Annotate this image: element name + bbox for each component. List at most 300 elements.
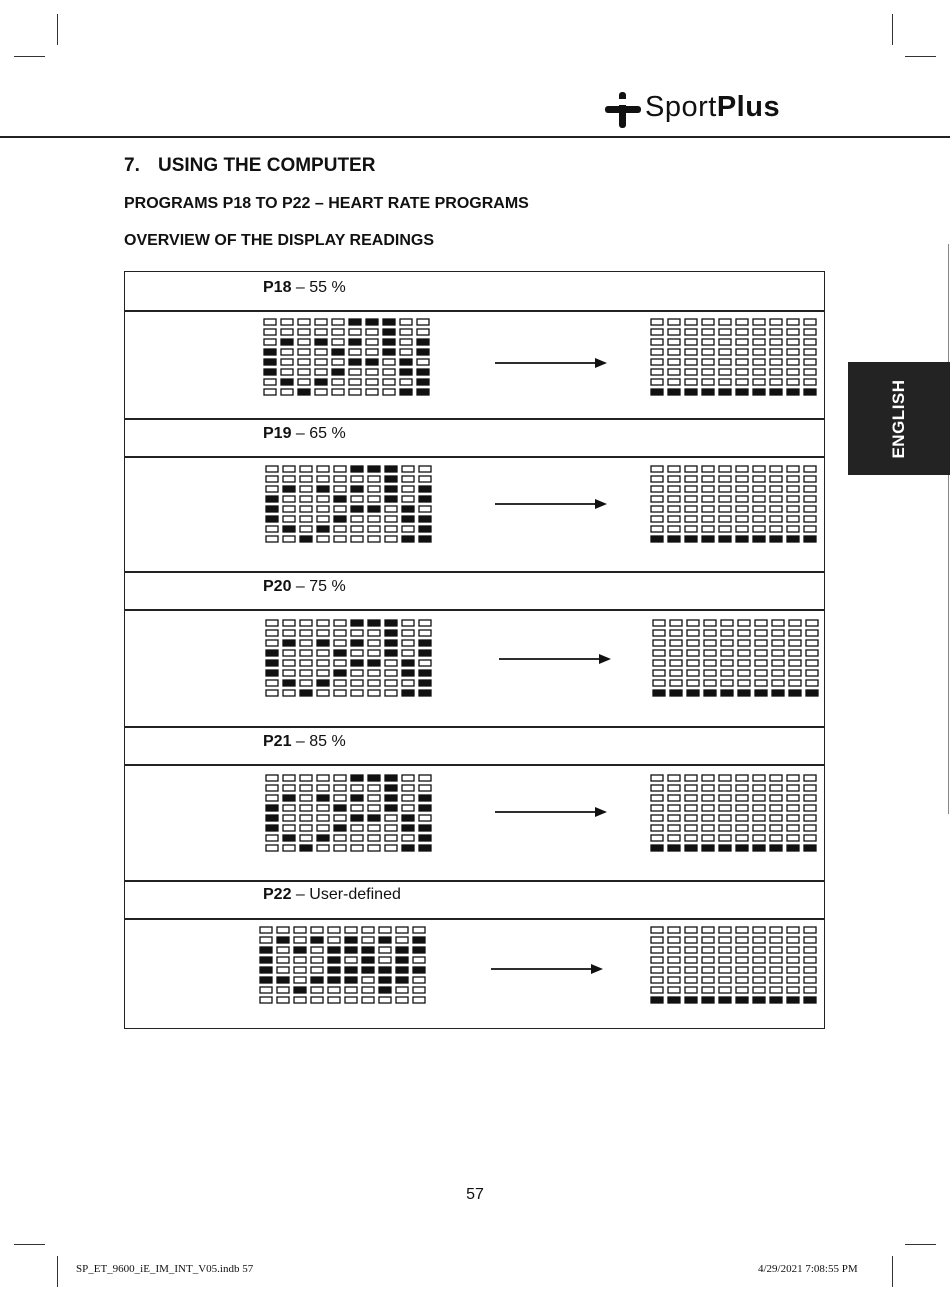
led-segment-off: [787, 339, 799, 345]
led-segment-off: [704, 650, 716, 656]
led-segment-off: [351, 805, 363, 811]
led-segment-off: [755, 670, 767, 676]
led-segment-off: [281, 349, 293, 355]
led-segment-off: [719, 319, 731, 325]
led-segment-off: [772, 620, 784, 626]
led-segment-off: [753, 349, 765, 355]
led-segment-on: [294, 987, 306, 993]
led-segment-off: [653, 640, 665, 646]
led-segment-off: [704, 680, 716, 686]
led-segment-on: [345, 967, 357, 973]
led-segment-off: [685, 486, 697, 492]
led-segment-on: [266, 650, 278, 656]
led-segment-off: [362, 937, 374, 943]
led-segment-off: [334, 466, 346, 472]
led-segment-on: [413, 967, 425, 973]
led-segment-off: [315, 389, 327, 395]
led-segment-off: [385, 845, 397, 851]
led-segment-off: [721, 640, 733, 646]
led-segment-off: [383, 359, 395, 365]
led-segment-on: [419, 526, 431, 532]
section-subheading: PROGRAMS P18 TO P22 – HEART RATE PROGRAMS: [124, 195, 529, 212]
led-segment-off: [719, 805, 731, 811]
led-segment-off: [736, 359, 748, 365]
led-segment-off: [719, 349, 731, 355]
led-segment-off: [719, 339, 731, 345]
led-segment-on: [362, 967, 374, 973]
led-segment-off: [736, 825, 748, 831]
led-segment-off: [651, 927, 663, 933]
led-segment-on: [351, 466, 363, 472]
crop-mark: [892, 1256, 893, 1287]
led-segment-on: [738, 690, 750, 696]
led-segment-off: [736, 379, 748, 385]
led-segment-off: [770, 359, 782, 365]
program-label-p20: [263, 578, 346, 596]
led-segment-off: [719, 927, 731, 933]
brand-name-light: Sport: [645, 91, 717, 123]
crop-mark: [57, 14, 58, 45]
led-segment-on: [334, 805, 346, 811]
led-segment-on: [402, 536, 414, 542]
led-segment-off: [804, 516, 816, 522]
led-segment-off: [685, 987, 697, 993]
led-segment-off: [402, 805, 414, 811]
program-id: P20: [263, 578, 292, 595]
sportplus-logo-icon: [603, 90, 643, 130]
led-segment-off: [685, 496, 697, 502]
led-segment-off: [311, 927, 323, 933]
led-segment-on: [345, 977, 357, 983]
led-segment-off: [770, 937, 782, 943]
led-segment-off: [719, 466, 731, 472]
led-segment-off: [753, 466, 765, 472]
led-segment-off: [379, 947, 391, 953]
led-segment-off: [294, 957, 306, 963]
led-segment-on: [668, 389, 680, 395]
led-segment-off: [753, 947, 765, 953]
led-segment-off: [770, 349, 782, 355]
led-segment-off: [685, 805, 697, 811]
led-segment-on: [379, 967, 391, 973]
led-segment-off: [787, 466, 799, 472]
brand-name: [645, 91, 780, 124]
led-segment-off: [266, 680, 278, 686]
led-segment-off: [719, 825, 731, 831]
led-segment-off: [806, 630, 818, 636]
led-segment-off: [368, 496, 380, 502]
led-segment-on: [413, 937, 425, 943]
led-segment-off: [753, 526, 765, 532]
program-desc: – 85 %: [291, 733, 346, 750]
led-segment-off: [738, 670, 750, 676]
led-segment-on: [368, 815, 380, 821]
led-segment-off: [770, 369, 782, 375]
led-segment-off: [721, 660, 733, 666]
led-segment-off: [719, 977, 731, 983]
led-segment-off: [804, 927, 816, 933]
led-segment-off: [685, 359, 697, 365]
led-segment-off: [266, 845, 278, 851]
led-segment-off: [298, 339, 310, 345]
program-desc: – 75 %: [291, 578, 346, 595]
led-segment-on: [736, 389, 748, 395]
led-segment-on: [385, 805, 397, 811]
led-segment-off: [755, 660, 767, 666]
led-segment-on: [787, 389, 799, 395]
led-segment-off: [685, 506, 697, 512]
led-segment-off: [770, 835, 782, 841]
led-segment-off: [806, 620, 818, 626]
led-segment-off: [702, 369, 714, 375]
led-segment-on: [419, 536, 431, 542]
led-segment-off: [332, 359, 344, 365]
led-segment-off: [413, 987, 425, 993]
led-segment-on: [385, 640, 397, 646]
led-segment-on: [753, 997, 765, 1003]
led-segment-off: [687, 630, 699, 636]
led-segment-off: [266, 640, 278, 646]
led-segment-off: [685, 825, 697, 831]
crop-mark: [14, 56, 45, 57]
led-segment-on: [351, 506, 363, 512]
led-segment-off: [721, 630, 733, 636]
led-segment-on: [787, 997, 799, 1003]
led-segment-off: [281, 329, 293, 335]
led-segment-off: [277, 957, 289, 963]
led-segment-on: [804, 536, 816, 542]
led-segment-off: [402, 630, 414, 636]
led-segment-off: [413, 927, 425, 933]
led-segment-off: [702, 339, 714, 345]
led-segment-on: [419, 845, 431, 851]
led-segment-off: [753, 987, 765, 993]
led-segment-off: [668, 795, 680, 801]
led-segment-on: [400, 389, 412, 395]
led-segment-off: [317, 670, 329, 676]
led-segment-off: [670, 650, 682, 656]
led-segment-off: [702, 957, 714, 963]
led-segment-off: [368, 476, 380, 482]
led-segment-off: [351, 476, 363, 482]
led-segment-off: [283, 690, 295, 696]
led-segment-off: [298, 359, 310, 365]
led-segment-on: [366, 319, 378, 325]
led-segment-off: [753, 785, 765, 791]
led-segment-off: [385, 680, 397, 686]
led-segment-off: [702, 835, 714, 841]
led-segment-off: [283, 670, 295, 676]
led-segment-on: [651, 845, 663, 851]
led-segment-off: [317, 785, 329, 791]
led-segment-off: [685, 967, 697, 973]
led-segment-off: [402, 680, 414, 686]
led-segment-off: [736, 526, 748, 532]
led-segment-off: [787, 795, 799, 801]
led-segment-off: [702, 319, 714, 325]
led-segment-off: [685, 466, 697, 472]
led-segment-off: [283, 496, 295, 502]
led-segment-off: [651, 506, 663, 512]
led-segment-off: [351, 680, 363, 686]
led-segment-off: [719, 947, 731, 953]
led-segment-off: [787, 526, 799, 532]
led-segment-off: [736, 967, 748, 973]
table-rule: [125, 418, 824, 420]
led-segment-off: [753, 775, 765, 781]
led-segment-off: [702, 815, 714, 821]
led-segment-on: [702, 536, 714, 542]
led-segment-on: [283, 526, 295, 532]
led-segment-off: [702, 805, 714, 811]
language-tab: [848, 362, 950, 475]
led-segment-off: [719, 329, 731, 335]
led-segment-off: [317, 805, 329, 811]
led-segment-off: [719, 967, 731, 973]
led-segment-off: [704, 620, 716, 626]
led-segment-off: [328, 927, 340, 933]
arrow-right-icon: [499, 651, 613, 667]
led-segment-off: [651, 775, 663, 781]
led-segment-off: [277, 987, 289, 993]
led-segment-off: [368, 670, 380, 676]
led-segment-off: [400, 339, 412, 345]
led-segment-off: [685, 526, 697, 532]
led-segment-off: [283, 620, 295, 626]
led-segment-off: [702, 967, 714, 973]
led-segment-off: [736, 835, 748, 841]
led-segment-off: [668, 785, 680, 791]
led-segment-off: [651, 947, 663, 953]
led-segment-off: [294, 967, 306, 973]
led-segment-off: [379, 997, 391, 1003]
led-segment-off: [685, 927, 697, 933]
led-segment-off: [668, 329, 680, 335]
led-segment-on: [396, 967, 408, 973]
led-segment-off: [349, 389, 361, 395]
led-segment-off: [753, 486, 765, 492]
led-segment-off: [685, 815, 697, 821]
led-segment-off: [383, 369, 395, 375]
led-segment-on: [419, 650, 431, 656]
led-segment-off: [753, 319, 765, 325]
led-segment-off: [651, 805, 663, 811]
led-segment-off: [770, 977, 782, 983]
led-segment-off: [770, 967, 782, 973]
led-segment-off: [419, 815, 431, 821]
led-segment-off: [753, 339, 765, 345]
led-segment-off: [651, 486, 663, 492]
led-segment-on: [385, 466, 397, 472]
led-segment-off: [772, 650, 784, 656]
led-segment-off: [266, 536, 278, 542]
led-segment-off: [755, 650, 767, 656]
led-segment-off: [651, 476, 663, 482]
led-segment-off: [283, 805, 295, 811]
led-segment-off: [419, 785, 431, 791]
led-segment-on: [385, 650, 397, 656]
led-segment-on: [383, 349, 395, 355]
program-id: P22: [263, 886, 292, 903]
led-segment-off: [379, 957, 391, 963]
led-segment-on: [264, 359, 276, 365]
led-segment-off: [736, 319, 748, 325]
led-segment-off: [670, 630, 682, 636]
led-segment-off: [704, 630, 716, 636]
led-segment-off: [368, 680, 380, 686]
led-segment-on: [721, 690, 733, 696]
led-segment-off: [277, 997, 289, 1003]
led-segment-on: [419, 795, 431, 801]
led-segment-off: [770, 775, 782, 781]
led-segment-off: [653, 660, 665, 666]
led-segment-off: [789, 620, 801, 626]
led-segment-off: [787, 937, 799, 943]
led-segment-off: [736, 947, 748, 953]
led-segment-off: [260, 997, 272, 1003]
led-segment-off: [804, 805, 816, 811]
led-segment-off: [651, 379, 663, 385]
led-segment-off: [385, 660, 397, 666]
led-segment-on: [366, 359, 378, 365]
led-segment-off: [332, 379, 344, 385]
start-display-grid-p20: [265, 619, 435, 701]
led-segment-off: [400, 349, 412, 355]
led-segment-on: [417, 339, 429, 345]
led-segment-off: [736, 815, 748, 821]
led-segment-off: [804, 476, 816, 482]
led-segment-off: [736, 466, 748, 472]
led-segment-off: [719, 526, 731, 532]
led-segment-off: [787, 825, 799, 831]
led-segment-off: [738, 620, 750, 626]
led-segment-off: [266, 630, 278, 636]
led-segment-on: [334, 670, 346, 676]
led-segment-off: [402, 640, 414, 646]
led-segment-off: [804, 349, 816, 355]
led-segment-on: [772, 690, 784, 696]
led-segment-on: [351, 640, 363, 646]
led-segment-off: [283, 785, 295, 791]
led-segment-off: [317, 845, 329, 851]
led-segment-off: [651, 825, 663, 831]
led-segment-off: [685, 369, 697, 375]
led-segment-off: [770, 466, 782, 472]
led-segment-off: [317, 536, 329, 542]
led-segment-off: [419, 775, 431, 781]
led-segment-off: [351, 670, 363, 676]
led-segment-off: [719, 359, 731, 365]
led-segment-off: [653, 620, 665, 626]
led-segment-on: [402, 660, 414, 666]
led-segment-off: [719, 476, 731, 482]
led-segment-on: [311, 977, 323, 983]
led-segment-off: [772, 630, 784, 636]
led-segment-off: [651, 977, 663, 983]
led-segment-off: [368, 690, 380, 696]
led-segment-off: [702, 516, 714, 522]
led-segment-off: [704, 670, 716, 676]
led-segment-on: [351, 620, 363, 626]
led-segment-off: [264, 319, 276, 325]
led-segment-off: [266, 620, 278, 626]
led-segment-off: [685, 516, 697, 522]
led-segment-off: [753, 927, 765, 933]
led-segment-on: [260, 977, 272, 983]
led-segment-off: [266, 476, 278, 482]
program-desc: – 55 %: [291, 279, 346, 296]
led-segment-off: [668, 967, 680, 973]
led-segment-off: [787, 977, 799, 983]
led-segment-off: [334, 835, 346, 841]
led-segment-off: [753, 496, 765, 502]
led-segment-off: [651, 526, 663, 532]
led-segment-off: [300, 805, 312, 811]
led-segment-off: [804, 815, 816, 821]
led-segment-on: [368, 660, 380, 666]
led-segment-off: [702, 506, 714, 512]
led-segment-on: [283, 640, 295, 646]
start-display-grid-p21: [265, 774, 435, 856]
led-segment-off: [753, 937, 765, 943]
led-segment-on: [368, 775, 380, 781]
led-segment-off: [736, 937, 748, 943]
led-segment-off: [770, 947, 782, 953]
led-segment-on: [685, 845, 697, 851]
led-segment-off: [334, 640, 346, 646]
led-segment-off: [770, 825, 782, 831]
led-segment-off: [283, 815, 295, 821]
led-segment-off: [264, 379, 276, 385]
led-segment-off: [260, 927, 272, 933]
led-segment-off: [787, 486, 799, 492]
led-segment-off: [317, 476, 329, 482]
led-segment-off: [298, 329, 310, 335]
led-segment-off: [419, 620, 431, 626]
led-segment-off: [687, 650, 699, 656]
led-segment-off: [804, 825, 816, 831]
led-segment-off: [770, 805, 782, 811]
led-segment-off: [787, 496, 799, 502]
led-segment-off: [385, 835, 397, 841]
led-segment-off: [804, 785, 816, 791]
led-segment-off: [345, 927, 357, 933]
led-segment-off: [366, 389, 378, 395]
led-segment-off: [789, 670, 801, 676]
led-segment-off: [651, 369, 663, 375]
led-segment-off: [334, 526, 346, 532]
led-segment-off: [283, 825, 295, 831]
led-segment-off: [651, 496, 663, 502]
led-segment-off: [668, 319, 680, 325]
led-segment-off: [300, 835, 312, 841]
footer-timestamp: 4/29/2021 7:08:55 PM: [758, 1263, 858, 1275]
led-segment-on: [804, 389, 816, 395]
led-segment-off: [770, 476, 782, 482]
led-segment-off: [653, 650, 665, 656]
led-segment-off: [300, 785, 312, 791]
led-segment-off: [787, 785, 799, 791]
led-segment-on: [332, 349, 344, 355]
led-segment-on: [349, 319, 361, 325]
led-segment-on: [402, 815, 414, 821]
led-segment-off: [413, 997, 425, 1003]
led-segment-on: [668, 845, 680, 851]
led-segment-on: [417, 349, 429, 355]
led-segment-off: [651, 516, 663, 522]
table-rule: [125, 609, 824, 611]
led-segment-off: [804, 339, 816, 345]
